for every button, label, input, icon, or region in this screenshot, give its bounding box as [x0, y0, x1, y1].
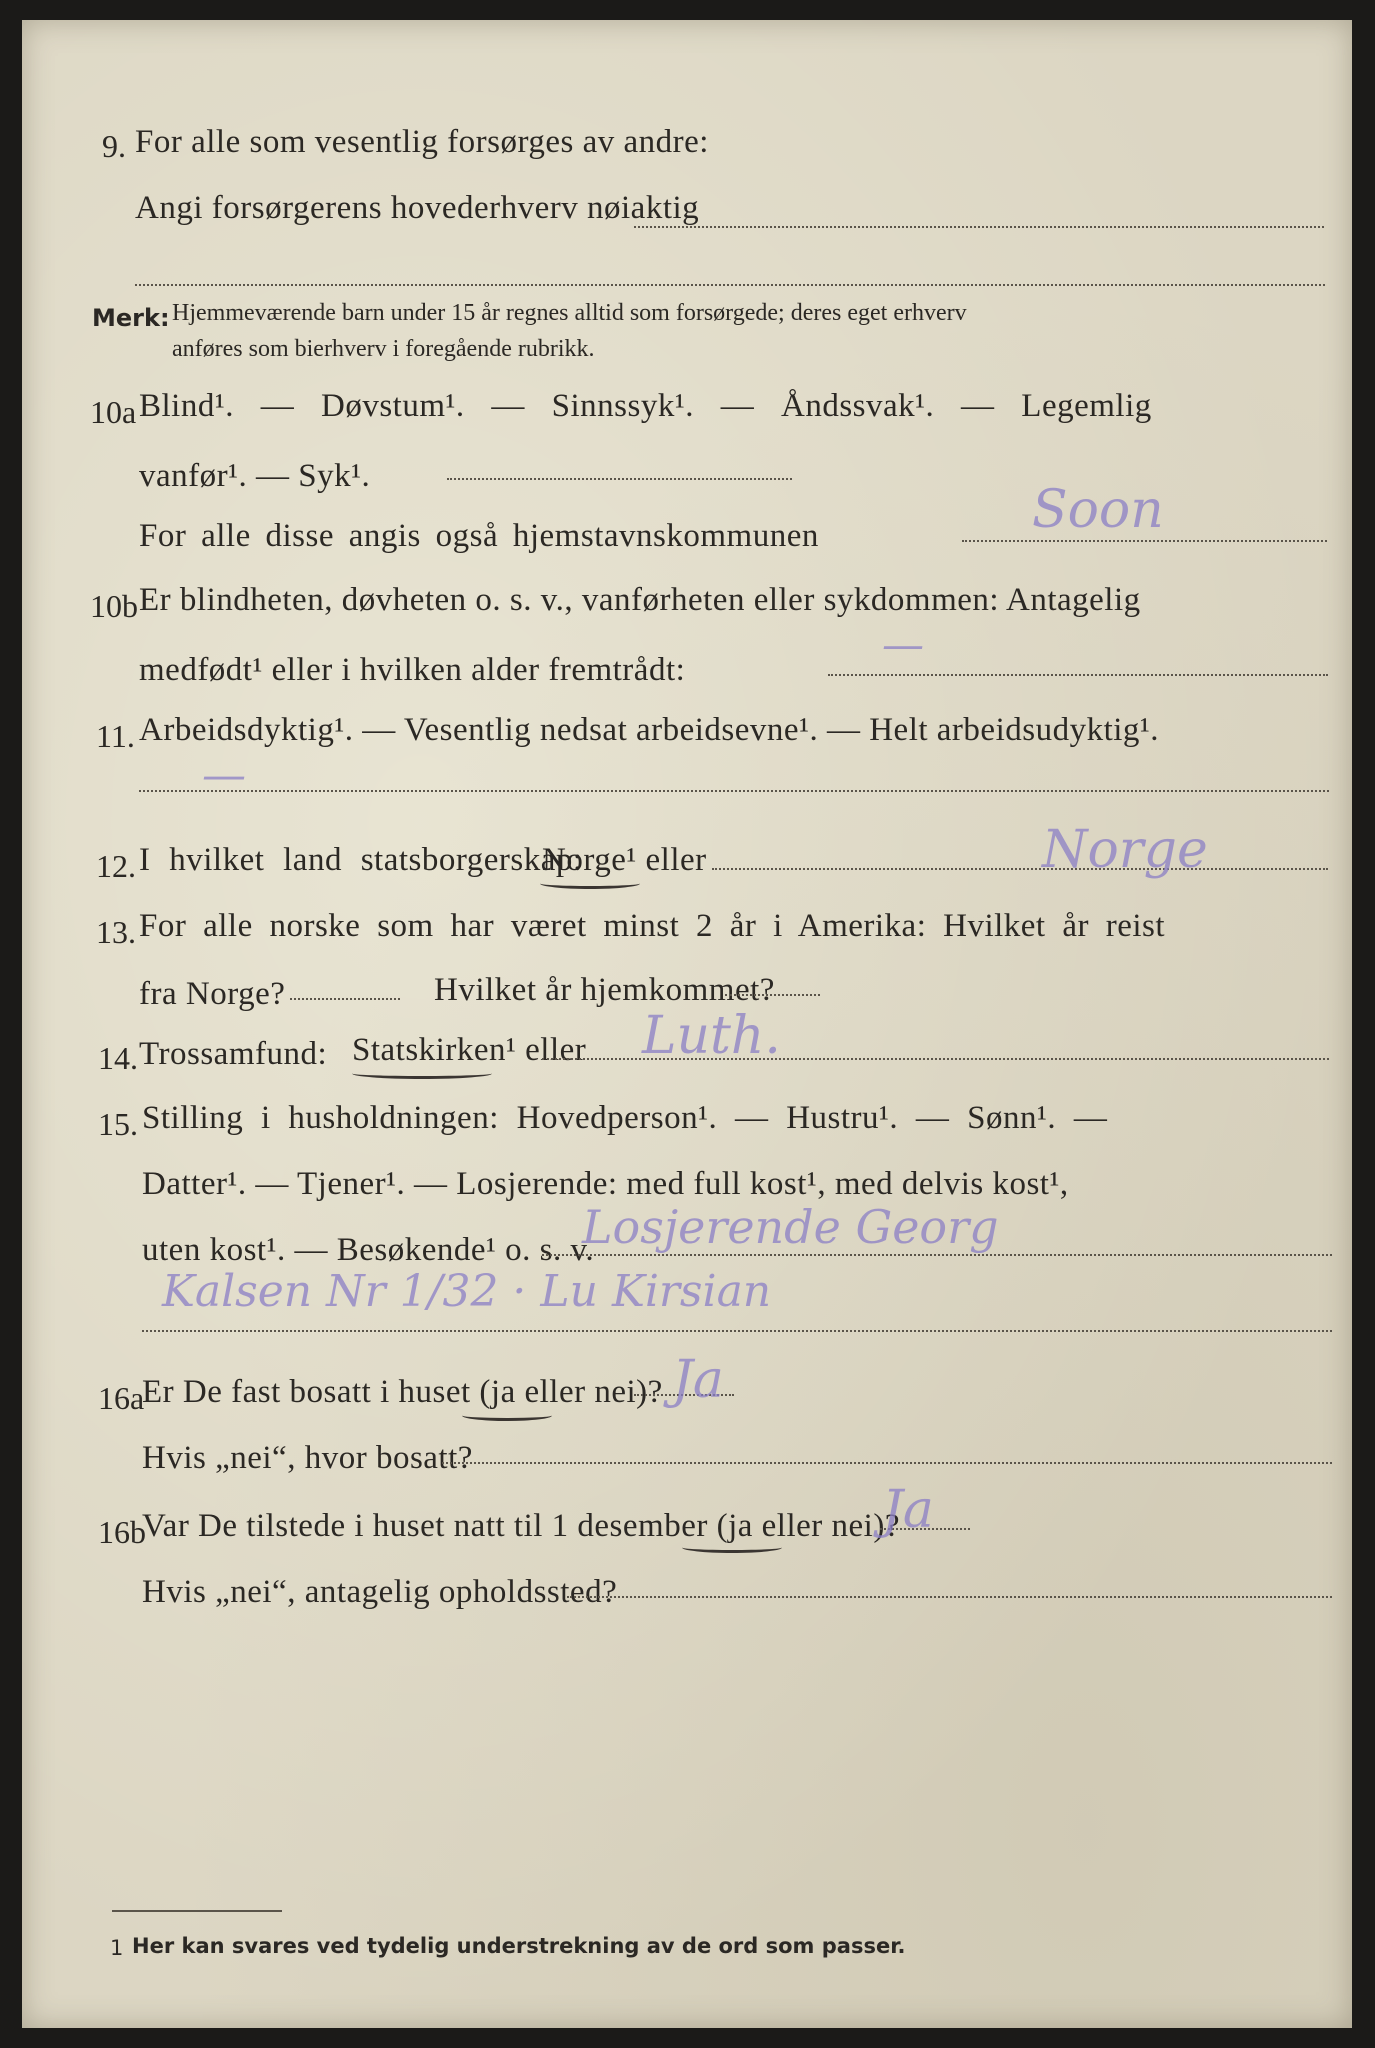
q14-option: Statskirken¹ eller	[352, 1032, 587, 1068]
q15-number: 15.	[98, 1106, 138, 1142]
footnote-rule	[112, 1910, 282, 1912]
q12-number: 12.	[96, 848, 136, 884]
q9-answer-line-2	[135, 284, 1325, 286]
q16a-number: 16a	[98, 1380, 145, 1416]
q16b-ja-underline	[682, 1542, 782, 1553]
q12-norge-underline	[540, 878, 640, 889]
q14-statskirken-underline	[352, 1068, 492, 1079]
q16b-line2: Hvis „nei“, antagelig opholdssted?	[142, 1574, 618, 1610]
q16a-bosatt-line	[442, 1462, 1332, 1464]
q12-option: Norge¹ eller	[542, 842, 707, 878]
q12-answer-line	[712, 868, 1328, 870]
q13-reist-line	[290, 998, 400, 1000]
q13-line1: For alle norske som har været minst 2 år i Amerika: Hvilket år reist	[139, 908, 1166, 944]
q15-line3: uten kost¹. — Besøkende¹ o. s. v.	[142, 1232, 595, 1268]
q16b-number: 16b	[98, 1514, 146, 1550]
q16b-line1: Var De tilstede i huset natt til 1 desember (ja eller nei)?	[142, 1508, 900, 1544]
census-form-page	[22, 20, 1352, 2028]
q16a-ja-underline	[462, 1410, 552, 1421]
q15-line2: Datter¹. — Tjener¹. — Losjerende: med full kost¹, med delvis kost¹,	[142, 1166, 1069, 1202]
q12-text: I hvilket land statsborgerskap:	[139, 842, 583, 878]
q11-number: 11.	[96, 718, 135, 754]
q15-answer-line-2	[142, 1330, 1332, 1332]
q9-number: 9.	[102, 128, 126, 164]
q9-answer-line	[634, 226, 1324, 228]
q16a-line2: Hvis „nei“, hvor bosatt?	[142, 1440, 473, 1476]
q15-line1: Stilling i husholdningen: Hovedperson¹. — Hustru¹. — Sønn¹. —	[142, 1100, 1108, 1136]
q13-line2b: Hvilket år hjemkommet?	[434, 972, 775, 1008]
q13-line2a: fra Norge?	[139, 976, 286, 1012]
footnote-text: Her kan svares ved tydelig understrekning av de ord som passer.	[132, 1934, 906, 1958]
q15-answer-line	[542, 1254, 1332, 1256]
q14-answer-handwriting: Luth.	[642, 1006, 781, 1066]
q15-answer2-handwriting: Kalsen Nr 1/32 · Lu Kirsian	[162, 1266, 772, 1317]
q9-line1: For alle som vesentlig forsørges av andre:	[135, 124, 709, 160]
q14-number: 14.	[98, 1040, 138, 1076]
q13-hjemkommet-line	[725, 994, 820, 996]
q16b-opholdssted-line	[567, 1596, 1332, 1598]
q10b-line1: Er blindheten, døvheten o. s. v., vanførheten eller sykdommen: Antagelig	[139, 582, 1141, 618]
q10a-line3: For alle disse angis også hjemstavnskommunen	[139, 518, 819, 554]
q10a-number: 10a	[90, 394, 137, 430]
q11-line1: Arbeidsdyktig¹. — Vesentlig nedsat arbeidsevne¹. — Helt arbeidsudyktig¹.	[139, 712, 1160, 748]
q11-answer-line	[139, 790, 1329, 792]
merk-line2: anføres som bierhverv i foregående rubrikk.	[172, 336, 595, 362]
q15-answer1-handwriting: Losjerende Georg	[582, 1200, 999, 1254]
q10a-line2: vanfør¹. — Syk¹.	[139, 458, 371, 494]
q10b-number: 10b	[90, 588, 138, 624]
q16a-answer-handwriting: Ja	[672, 1350, 724, 1410]
q10b-line2: medfødt¹ eller i hvilken alder fremtrådt:	[139, 652, 686, 688]
q11-answer-dash: —	[202, 750, 246, 801]
q10b-answer-dash: —	[882, 620, 924, 669]
q10a-answer-line	[962, 540, 1327, 542]
q14-text: Trossamfund:	[139, 1036, 328, 1072]
q10a-line1: Blind¹. — Døvstum¹. — Sinnssyk¹. — Åndssvak¹. — Legemlig	[139, 388, 1152, 424]
merk-label: Merk:	[92, 304, 170, 332]
q16b-answer-handwriting: Ja	[882, 1480, 934, 1540]
q10a-syk-line	[447, 478, 792, 480]
q10b-answer-line	[828, 674, 1328, 676]
footnote-marker: 1	[110, 1936, 124, 1960]
q16a-line1: Er De fast bosatt i huset (ja eller nei)?	[142, 1374, 663, 1410]
q13-number: 13.	[96, 914, 136, 950]
q9-line2: Angi forsørgerens hovederhverv nøiaktig	[135, 190, 700, 226]
q10a-answer-handwriting: Soon	[1032, 480, 1164, 540]
merk-line1: Hjemmeværende barn under 15 år regnes alltid som forsørgede; deres eget erhverv	[172, 300, 967, 326]
q12-answer-handwriting: Norge	[1042, 820, 1208, 880]
